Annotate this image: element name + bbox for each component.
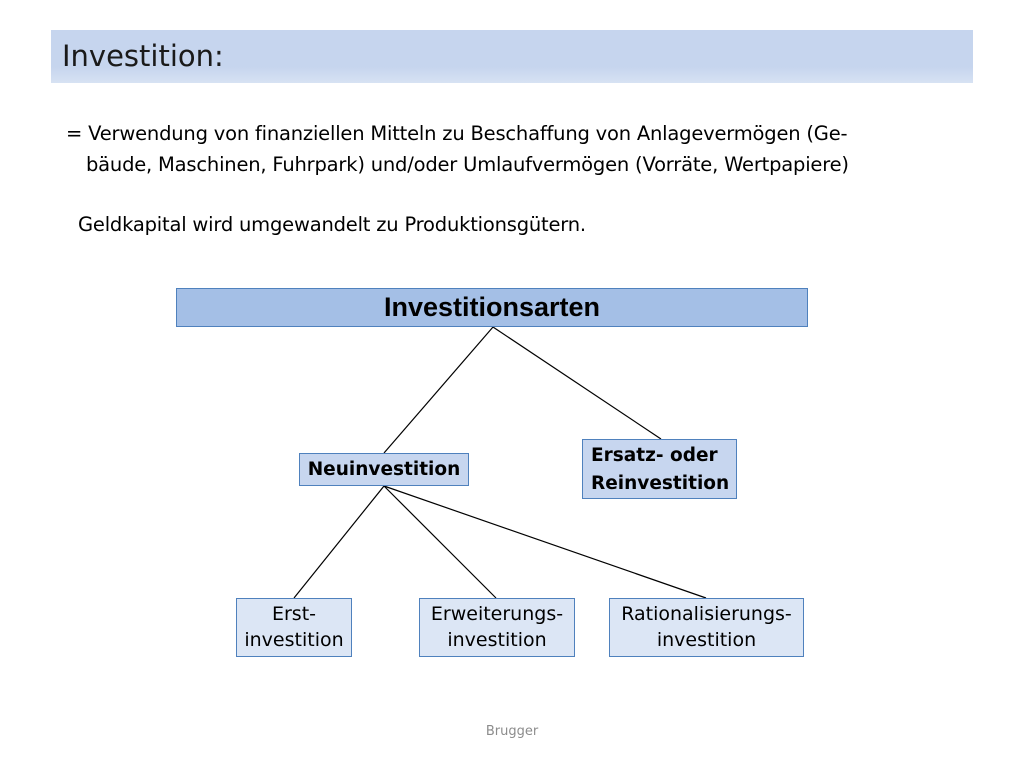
node-rational-line-2: investition [656,628,757,651]
node-rational-line-1: Rationalisierungs- [621,602,792,625]
connector-neu-erst [294,486,384,598]
node-erst-line-2: investition [244,628,344,651]
statement-text: Geldkapital wird umgewandelt zu Produktionsgütern. [78,213,586,236]
connector-neu-erweiterung [384,486,496,598]
node-investitionsarten-label: Investitionsarten [383,292,601,322]
node-ersatz-line-1: Ersatz- oder [591,445,718,466]
connector-root-ersatz [493,327,661,439]
connector-neu-rational [384,486,706,598]
node-erstinvestition [236,598,352,657]
node-ersatz-line-2: Reinvestition [591,472,730,494]
node-erweiterung-line-2: investition [447,628,547,651]
node-neuinvestition [299,453,469,486]
node-ersatzinvestition [582,439,737,499]
slide-title: Investition: [62,39,224,73]
node-investitionsarten [176,288,808,327]
definition-line-2: bäude, Maschinen, Fuhrpark) und/oder Umlaufvermögen (Vorräte, Wertpapiere) [86,153,849,176]
connector-root-neu [384,327,493,453]
node-rationalisierungsinvestition [609,598,804,657]
node-erweiterung-line-1: Erweiterungs- [430,602,564,625]
footer-author: Brugger [485,724,539,739]
node-neuinvestition-label: Neuinvestition [307,458,461,480]
definition-line-1: = Verwendung von finanziellen Mitteln zu Beschaffung von Anlagevermögen (Ge- [66,122,848,145]
node-erst-line-1: Erst- [271,602,317,625]
node-erweiterungsinvestition [419,598,575,657]
